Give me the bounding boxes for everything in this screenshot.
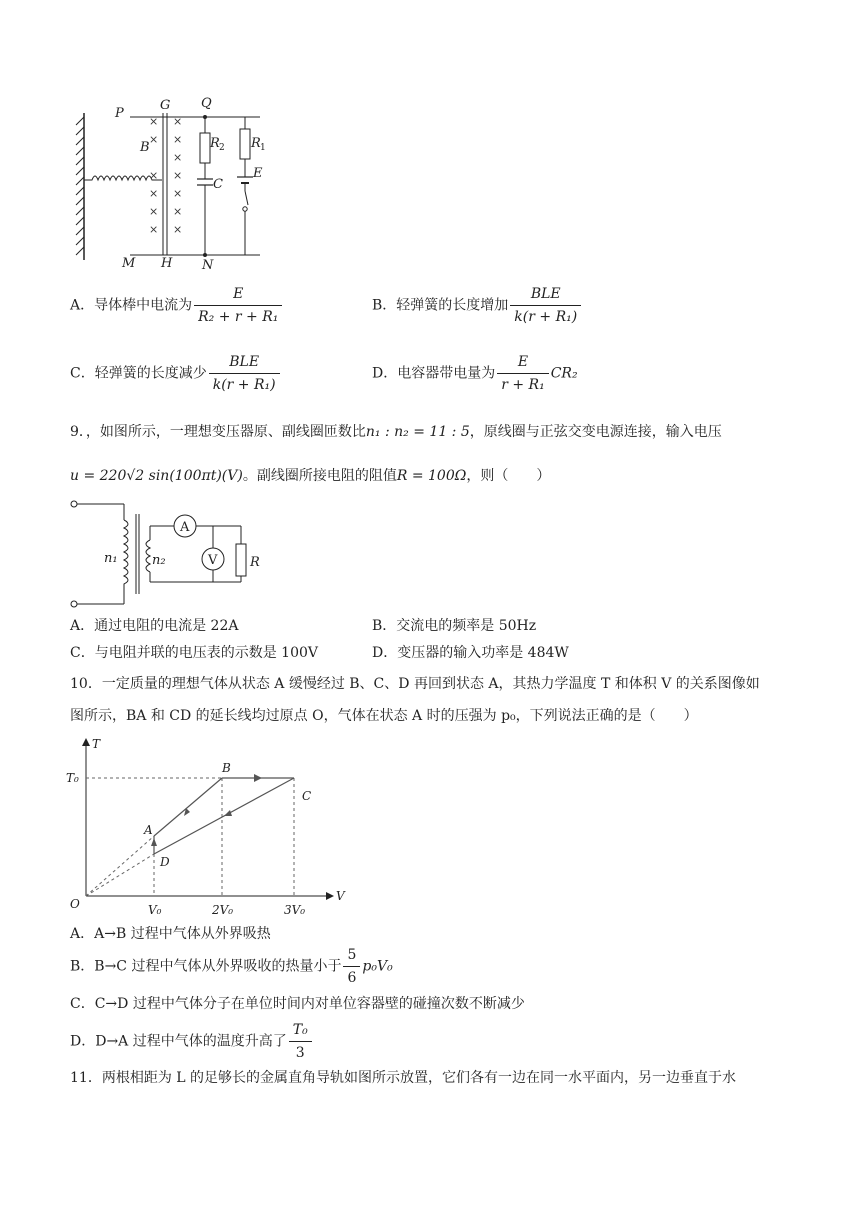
label-Q: Q [201,96,212,111]
q8-option-c[interactable]: C．轻弹簧的长度减少 $\frac{\text{BLE}}{\text{k(r + R₁)}}$ [70,352,282,395]
axis-V-label: V [336,889,345,903]
label-B: B [140,140,150,155]
tv-graph [62,736,352,920]
rail-circuit-figure [70,95,290,275]
svg-text:×: × [173,223,183,236]
q11-stem: 11．两根相距为 L 的足够长的金属直角导轨如图所示放置，它们各有一边在同一水平面内，另一边垂直于水 [70,1070,737,1086]
label-H: H [161,256,173,271]
q10-option-d[interactable]: D．D→A 过程中气体的温度升高了 $\frac{\text{T₀}}{3}$ [70,1020,314,1063]
q10-stem-line1: 10．一定质量的理想气体从状态 A 缓慢经过 B、C、D 再回到状态 A，其热力学温度 T 和体积 V 的关系图像如 [70,676,760,692]
svg-text:×: × [173,169,183,182]
label-P: P [115,106,124,121]
label-R2: R [210,136,220,151]
q8-option-d[interactable]: D．电容器带电量为 $\frac{E}{\text{r + R₁}}$ CR₂ [372,354,578,393]
label-E: E [253,166,263,181]
q10-option-a[interactable]: A．A→B 过程中气体从外界吸热 [70,926,271,942]
svg-text:×: × [173,133,183,146]
svg-text:×: × [173,115,183,128]
label-R2-sub: 2 [219,143,225,153]
label-R1-sub: 1 [260,143,266,153]
svg-text:×: × [149,187,159,200]
q9-option-a[interactable]: A．通过电阻的电流是 22A [70,618,239,634]
label-R1: R [251,136,261,151]
q9-stem-line2: u = 220√2 sin(100πt)(V)。副线圈所接电阻的阻值R = 100Ω，则（ ） [70,468,551,484]
q9-stem-line1: 9．，如图所示，一理想变压器原、副线圈匝数比n₁ : n₂ = 11 : 5，原线圈与正弦交变电源连接，输入电压 [70,424,722,440]
q9-option-b[interactable]: B．交流电的频率是 50Hz [372,618,537,634]
transformer-figure [66,496,276,612]
q10-option-c[interactable]: C．C→D 过程中气体分子在单位时间内对单位容器壁的碰撞次数不断减少 [70,996,525,1012]
svg-text:×: × [149,115,159,128]
q10-stem-line2: 图所示，BA 和 CD 的延长线均过原点 O，气体在状态 A 时的压强为 p₀，下列说法正确的是（ ） [70,708,698,724]
point-A: A [144,823,153,837]
svg-text:×: × [149,133,159,146]
label-n1: n₁ [104,551,118,566]
label-n2: n₂ [152,553,166,568]
label-C: C [213,177,223,192]
tick-2V0: 2V₀ [212,903,234,917]
label-R: R [250,555,260,570]
svg-text:×: × [173,151,183,164]
point-C: C [302,789,312,803]
tick-T0: T₀ [66,771,79,785]
point-B: B [222,761,231,775]
q9-option-c[interactable]: C．与电阻并联的电压表的示数是 100V [70,645,318,661]
label-N: N [202,258,214,273]
ammeter-label: A [180,520,190,535]
tick-3V0: 3V₀ [284,903,306,917]
label-G: G [160,98,171,113]
label-M: M [122,256,136,271]
svg-text:×: × [173,205,183,218]
q10-option-b[interactable]: B．B→C 过程中气体从外界吸收的热量小于 $\frac{5}{6}$ p₀V₀ [70,947,393,986]
svg-text:×: × [173,187,183,200]
voltmeter-label: V [208,553,218,568]
axis-T-label: T [92,737,101,751]
origin-O: O [70,897,80,911]
svg-text:×: × [149,205,159,218]
q8-option-b[interactable]: B．轻弹簧的长度增加 $\frac{\text{BLE}}{\text{k(r + R₁)}}$ [372,284,583,327]
svg-text:×: × [149,169,159,182]
q9-option-d[interactable]: D．变压器的输入功率是 484W [372,645,569,661]
q8-option-a[interactable]: A．导体棒中电流为 $\frac{E}{\text{R₂ + r + R₁}}$ [70,284,284,327]
svg-text:×: × [149,223,159,236]
point-D: D [160,855,170,869]
tick-V0: V₀ [148,903,162,917]
